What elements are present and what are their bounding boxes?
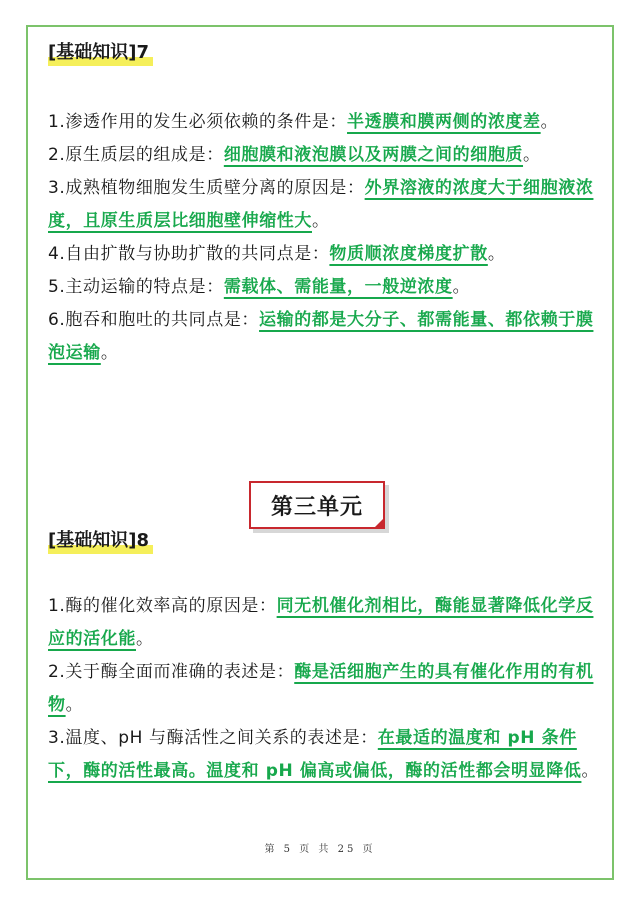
unit-title: 第三单元 (270, 494, 363, 520)
page-number-footer: 第 5 页 共 25 页 (264, 844, 376, 855)
answer-text: 半透膜和膜两侧的浓度差 (347, 112, 541, 132)
list-item (48, 271, 604, 304)
punctuation: 。 (581, 761, 600, 781)
list-item (48, 238, 604, 271)
answer-text: 需载体、需能量，一般逆浓度 (223, 277, 453, 297)
answer-text: 细胞膜和液泡膜以及两膜之间的细胞质 (223, 145, 524, 165)
question-text: 1.渗透作用的发生必须依赖的条件是： (48, 112, 348, 132)
question-text: 3.成熟植物细胞发生质壁分离的原因是： (48, 178, 365, 198)
list-item (48, 656, 604, 722)
answer-text: 物质顺浓度梯度扩散 (329, 244, 488, 264)
list-item (48, 722, 604, 788)
section2-list (48, 590, 604, 788)
page-content-2 (48, 528, 604, 788)
punctuation: 。 (136, 629, 154, 649)
section-heading-8: [基础知识]8 (48, 528, 153, 554)
question-text: 4.自由扩散与协助扩散的共同点是： (48, 244, 330, 264)
question-text: 6.胞吞和胞吐的共同点是： (48, 310, 260, 330)
punctuation: 。 (65, 695, 84, 715)
punctuation: 。 (487, 244, 506, 264)
punctuation: 。 (452, 277, 471, 297)
punctuation: 。 (523, 145, 541, 165)
list-item (48, 172, 604, 238)
question-text: 1.酶的催化效率高的原因是： (48, 596, 277, 616)
list-item (48, 304, 604, 370)
punctuation: 。 (540, 112, 559, 132)
list-item (48, 106, 604, 139)
question-text: 2.关于酶全面而准确的表述是： (48, 662, 295, 682)
answer-text: 在最适的温度和 pH 条件下，酶的活性最高。温度和 pH 偏高或偏低，酶的活性都会明显降低 (48, 728, 582, 781)
answer-text: 酶是活细胞产生的具有催化作用的有机物 (48, 662, 594, 715)
question-text: 5.主动运输的特点是： (48, 277, 224, 297)
answer-text: 外界溶液的浓度大于细胞液浓度，且原生质层比细胞壁伸缩性大 (48, 178, 594, 231)
question-text: 2.原生质层的组成是： (48, 145, 224, 165)
punctuation: 。 (100, 343, 119, 363)
page-content (48, 40, 604, 370)
answer-text: 同无机催化剂相比，酶能显著降低化学反应的活化能 (48, 596, 594, 649)
section-heading-7: [基础知识]7 (48, 40, 153, 66)
unit-title-box (249, 481, 385, 529)
punctuation: 。 (312, 211, 330, 231)
list-item (48, 139, 604, 172)
answer-text: 运输的都是大分子、都需能量、都依赖于膜泡运输 (48, 310, 594, 363)
list-item (48, 590, 604, 656)
question-text: 3.温度、pH 与酶活性之间关系的表述是： (48, 728, 378, 748)
section1-list (48, 106, 604, 370)
